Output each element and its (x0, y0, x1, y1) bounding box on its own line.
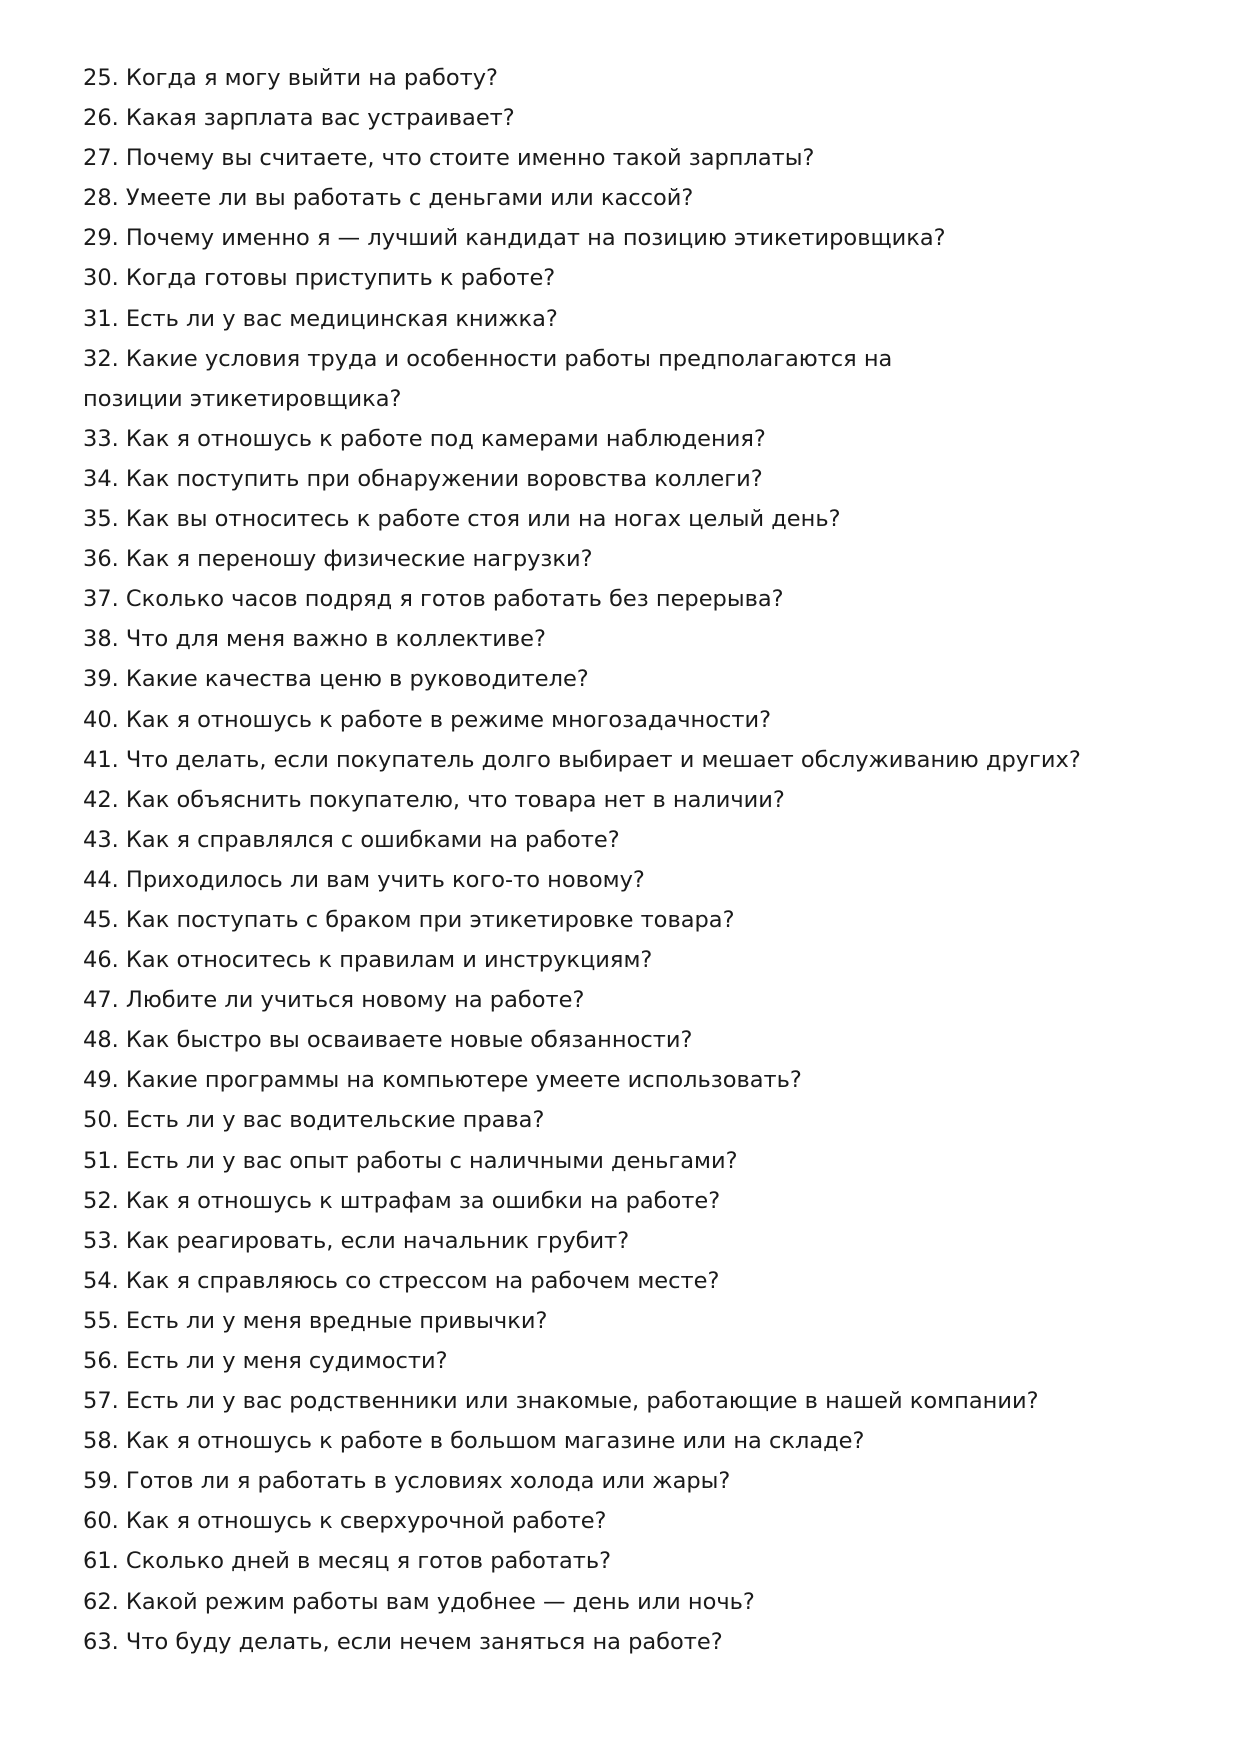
list-item: 52. Как я отношусь к штрафам за ошибки на работе? (83, 1187, 721, 1214)
list-item: 26. Какая зарплата вас устраивает? (83, 105, 515, 132)
list-item: 49. Какие программы на компьютере умеете использовать? (83, 1067, 802, 1094)
list-item: 63. Что буду делать, если нечем заняться на работе? (83, 1628, 723, 1655)
list-item: 29. Почему именно я — лучший кандидат на позицию этикетировщика? (83, 225, 946, 252)
list-item: 37. Сколько часов подряд я готов работать без перерыва? (83, 586, 784, 613)
list-item: 61. Сколько дней в месяц я готов работать? (83, 1548, 612, 1575)
list-item: 40. Как я отношусь к работе в режиме многозадачности? (83, 706, 772, 733)
list-item: 34. Как поступить при обнаружении воровства коллеги? (83, 465, 763, 492)
list-item: 50. Есть ли у вас водительские права? (83, 1107, 545, 1134)
list-item: 60. Как я отношусь к сверхурочной работе? (83, 1508, 607, 1535)
list-item: 36. Как я переношу физические нагрузки? (83, 546, 593, 573)
list-item: 44. Приходилось ли вам учить кого-то новому? (83, 866, 645, 893)
list-item: 41. Что делать, если покупатель долго выбирает и мешает обслуживанию других? (83, 746, 1081, 773)
list-item: 45. Как поступать с браком при этикетировке товара? (83, 906, 735, 933)
list-item: 46. Как относитесь к правилам и инструкциям? (83, 947, 653, 974)
list-item: 53. Как реагировать, если начальник грубит? (83, 1227, 630, 1254)
list-item: 47. Любите ли учиться новому на работе? (83, 987, 585, 1014)
list-item: 30. Когда готовы приступить к работе? (83, 265, 556, 292)
list-item: 59. Готов ли я работать в условиях холода или жары? (83, 1468, 731, 1495)
list-item: 42. Как объяснить покупателю, что товара нет в наличии? (83, 786, 785, 813)
list-item: 62. Какой режим работы вам удобнее — день или ночь? (83, 1588, 755, 1615)
list-item: 43. Как я справлялся с ошибками на работе? (83, 826, 620, 853)
list-item: 39. Какие качества ценю в руководителе? (83, 666, 589, 693)
list-item: 51. Есть ли у вас опыт работы с наличными деньгами? (83, 1147, 738, 1174)
document-page (83, 58, 1163, 1662)
question-list (83, 58, 1163, 1662)
list-item: 55. Есть ли у меня вредные привычки? (83, 1307, 548, 1334)
list-item: 58. Как я отношусь к работе в большом магазине или на складе? (83, 1428, 865, 1455)
list-item: 25. Когда я могу выйти на работу? (83, 65, 498, 91)
list-item: 54. Как я справляюсь со стрессом на рабочем месте? (83, 1267, 720, 1294)
list-item: 38. Что для меня важно в коллективе? (83, 626, 546, 653)
list-item: 48. Как быстро вы осваиваете новые обязанности? (83, 1027, 693, 1054)
list-item: 32. Какие условия труда и особенности работы предполагаются на позиции этикетировщика? (83, 345, 893, 412)
list-item: 35. Как вы относитесь к работе стоя или на ногах целый день? (83, 506, 841, 533)
list-item: 57. Есть ли у вас родственники или знакомые, работающие в нашей компании? (83, 1388, 1039, 1415)
list-item: 31. Есть ли у вас медицинская книжка? (83, 305, 558, 332)
list-item: 56. Есть ли у меня судимости? (83, 1348, 448, 1374)
list-item: 28. Умеете ли вы работать с деньгами или кассой? (83, 185, 694, 212)
list-item: 33. Как я отношусь к работе под камерами наблюдения? (83, 425, 766, 452)
list-item: 27. Почему вы считаете, что стоите именно такой зарплаты? (83, 145, 815, 172)
